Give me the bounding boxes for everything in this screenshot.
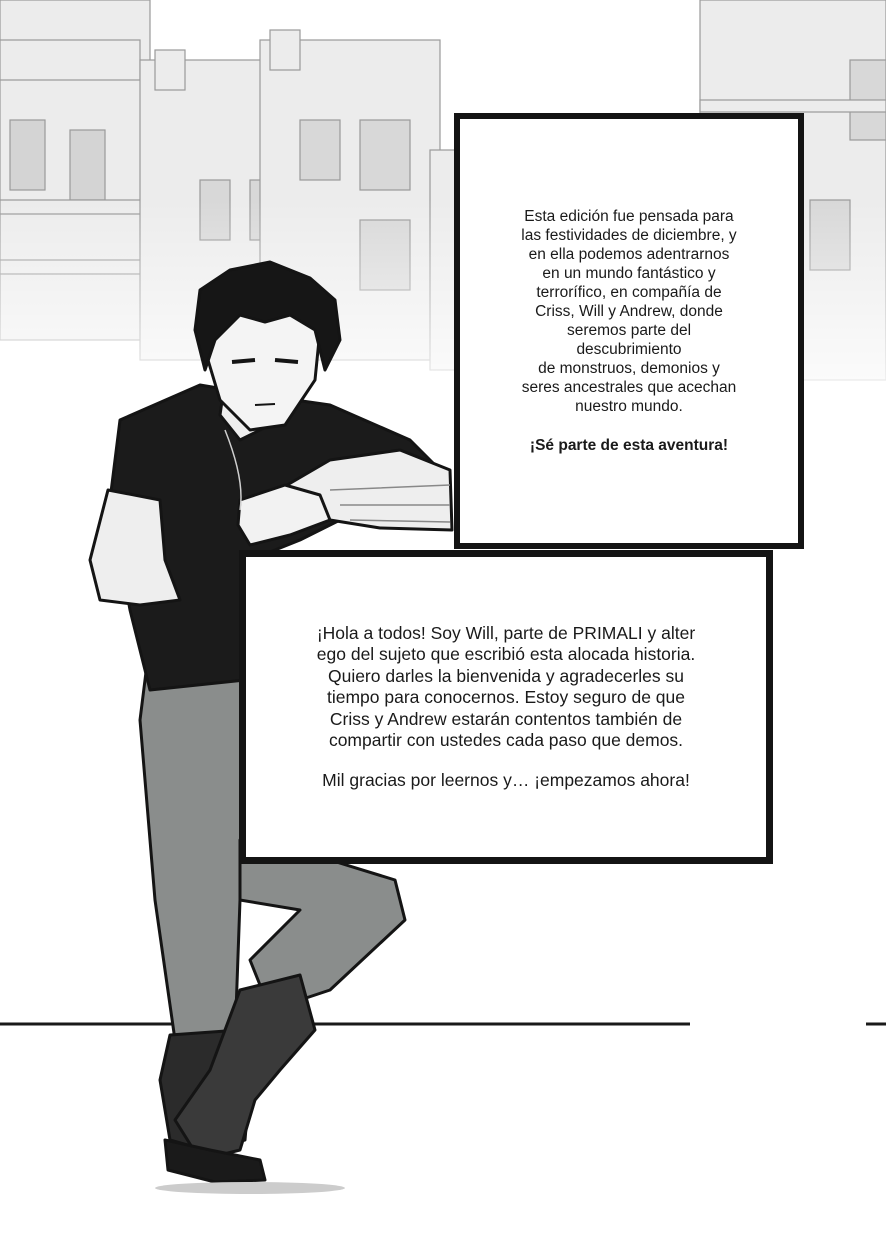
intro-line: seremos parte del	[566, 322, 692, 339]
closing-line: Mil gracias por leernos y… ¡empezamos ahora!	[322, 769, 690, 790]
intro-line: las festividades de diciembre, y	[521, 227, 737, 244]
intro-line: Criss, Will y Andrew, donde	[535, 303, 723, 320]
greeting-panel	[239, 550, 773, 864]
intro-line: descubrimiento	[576, 341, 682, 358]
intro-line: Esta edición fue pensada para	[524, 208, 734, 225]
intro-line: en un mundo fantástico y	[542, 265, 716, 282]
intro-line: terrorífico, en compañía de	[536, 284, 722, 301]
greeting-text	[317, 623, 695, 792]
intro-line: en ella podemos adentrarnos	[528, 246, 730, 263]
greeting-line: Criss y Andrew estarán contentos también de	[329, 708, 683, 729]
intro-line: de monstruos, demonios y	[538, 360, 720, 377]
greeting-line: compartir con ustedes cada paso que demos.	[328, 730, 684, 751]
intro-panel	[454, 113, 804, 549]
call-to-action: ¡Sé parte de esta aventura!	[529, 437, 729, 454]
intro-paragraph	[521, 207, 736, 416]
greeting-line: ego del sujeto que escribió esta alocada historia.	[316, 644, 696, 665]
intro-text	[521, 207, 736, 455]
greeting-line: Quiero darles la bienvenida y agradecerles su	[327, 665, 685, 686]
intro-line: seres ancestrales que acechan	[521, 379, 737, 396]
character-shadow	[155, 1182, 345, 1194]
intro-line: nuestro mundo.	[575, 398, 683, 415]
greeting-paragraph	[317, 623, 695, 752]
greeting-line: ¡Hola a todos! Soy Will, parte de PRIMALI y alter	[316, 622, 696, 643]
greeting-line: tiempo para conocernos. Estoy seguro de que	[327, 687, 685, 708]
